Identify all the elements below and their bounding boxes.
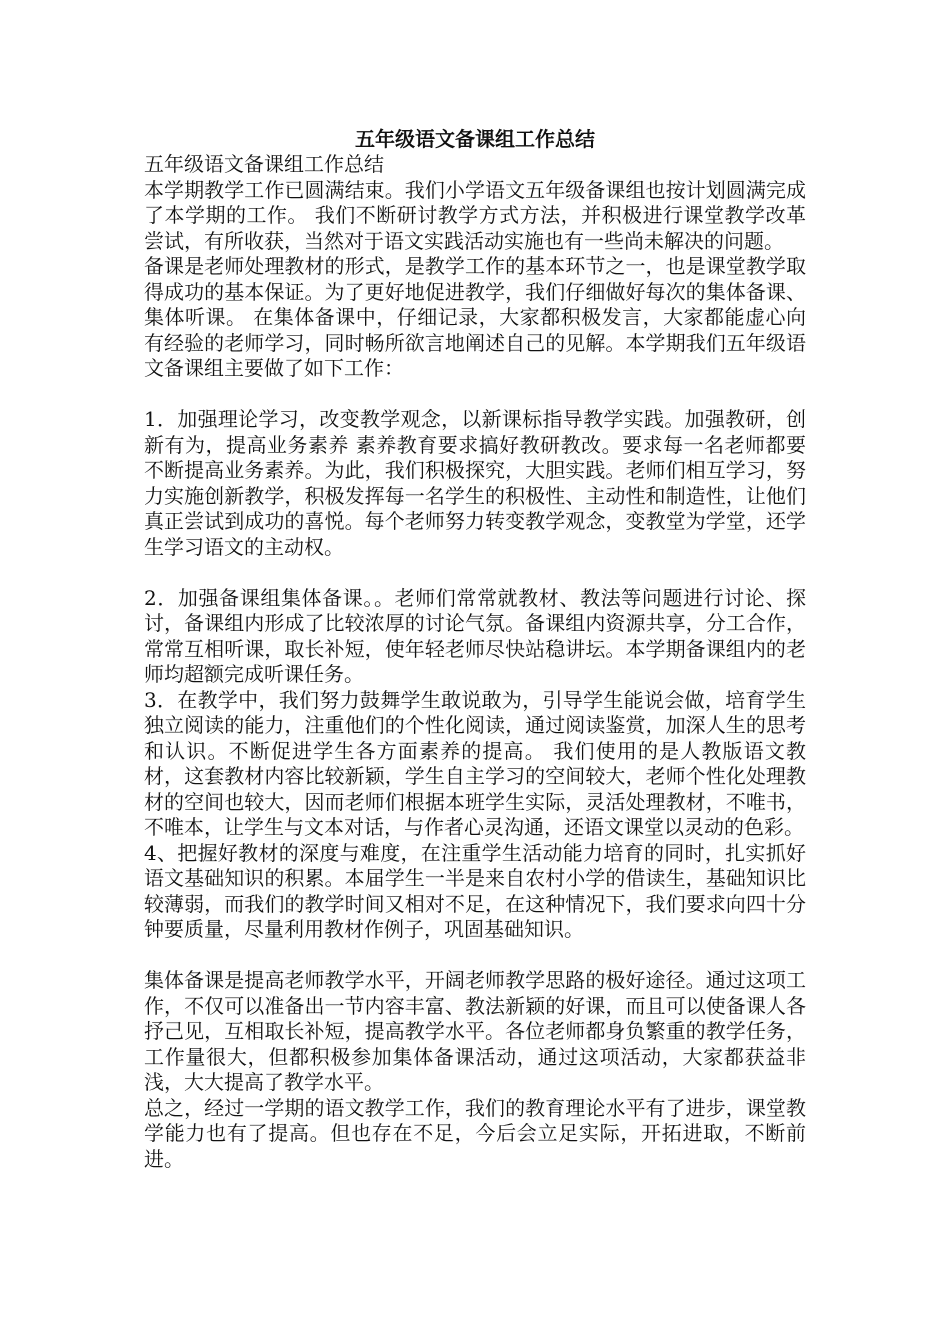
paragraph-lesson-prep: 备课是老师处理教材的形式，是教学工作的基本环节之一，也是课堂教学取得成功的基本保证。为了更好地促进教学，我们仔细做好每次的集体备课、集体听课。 在集体备课中，仔细记录，大家都积极发言，大家都能虚心向有经验的老师学习，同时畅所欲言地阐述自己的见解。本学期我们五年级语文备课组主要做了如下工作： bbox=[144, 254, 806, 380]
paragraph-collective-prep: 集体备课是提高老师教学水平，开阔老师教学思路的极好途径。通过这项工作，不仅可以准备出一节内容丰富、教法新颖的好课，而且可以使备课人各抒己见，互相取长补短，提高教学水平。各位老师都身负繁重的教学任务，工作量很大，但都积极参加集体备课活动，通过这项活动，大家都获益非浅，大大提高了教学水平。 bbox=[144, 968, 806, 1094]
blank-line bbox=[144, 560, 806, 586]
document-title: 五年级语文备课组工作总结 bbox=[355, 127, 595, 151]
document-page bbox=[144, 120, 806, 1172]
paragraph-item-3: 3．在教学中，我们努力鼓舞学生敢说敢为，引导学生能说会做，培育学生独立阅读的能力，注重他们的个性化阅读，通过阅读鉴赏，加深人生的思考和认识。不断促进学生各方面素养的提高。 我们使用的是人教版语文教材，这套教材内容比较新颖，学生自主学习的空间较大，老师个性化处理教材的空间也较大，因而老师们根据本班学生实际，灵活处理教材，不唯书，不唯本，让学生与文本对话，与作者心灵沟通，还语文课堂以灵动的色彩。 bbox=[144, 687, 806, 839]
document-subtitle: 五年级语文备课组工作总结 bbox=[144, 152, 384, 176]
paragraph-item-2: 2．加强备课组集体备课。。老师们常常就教材、教法等问题进行讨论、探讨，备课组内形成了比较浓厚的讨论气氛。备课组内资源共享，分工合作，常常互相听课，取长补短，使年轻老师尽快站稳讲坛。本学期备课组内的老师均超额完成听课任务。 bbox=[144, 585, 806, 686]
paragraph-conclusion: 总之，经过一学期的语文教学工作，我们的教育理论水平有了进步，课堂教学能力也有了提高。但也存在不足，今后会立足实际，开拓进取，不断前进。 bbox=[144, 1095, 806, 1171]
paragraph-item-1: 1．加强理论学习，改变教学观念，以新课标指导教学实践。加强教研，创新有为，提高业务素养 素养教育要求搞好教研教改。要求每一名老师都要不断提高业务素养。为此，我们积极探究，大胆实践。老师们相互学习，努力实施创新教学，积极发挥每一名学生的积极性、主动性和制造性，让他们真正尝试到成功的喜悦。每个老师努力转变教学观念，变教堂为学堂，还学生学习语文的主动权。 bbox=[144, 407, 806, 559]
paragraph-intro: 本学期教学工作已圆满结束。我们小学语文五年级备课组也按计划圆满完成了本学期的工作。 我们不断研讨教学方式方法，并积极进行课堂教学改革尝试，有所收获，当然对于语文实践活动实施也有一些尚未解决的问题。 bbox=[144, 177, 806, 253]
blank-line bbox=[144, 382, 806, 408]
paragraph-item-4: 4、把握好教材的深度与难度，在注重学生活动能力培育的同时，扎实抓好语文基础知识的积累。本届学生一半是来自农村小学的借读生，基础知识比较薄弱，而我们的教学时间又相对不足，在这种情况下，我们要求向四十分钟要质量，尽量利用教材作例子，巩固基础知识。 bbox=[144, 840, 806, 941]
blank-line bbox=[144, 943, 806, 969]
